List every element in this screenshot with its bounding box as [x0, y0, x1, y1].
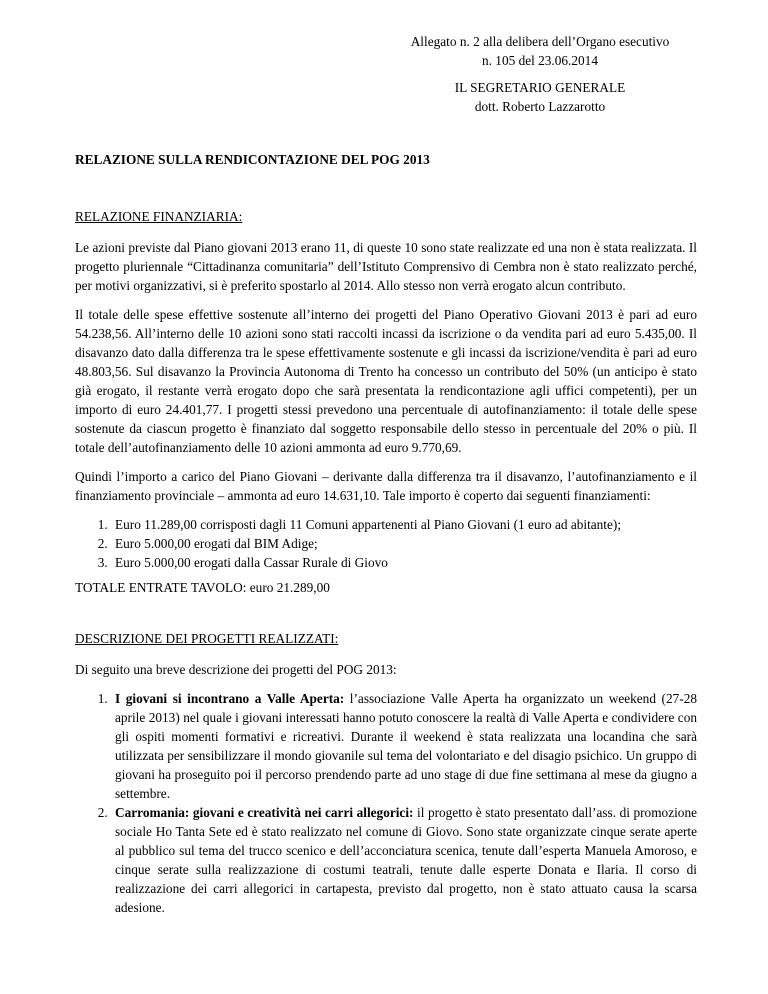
project-description: il progetto è stato presentato dall’ass. di promozione sociale Ho Tanta Sete ed è stato realizzato nel comune di Giovo. Sono state organizzate cinque serate aperte al pubblico sul tema del trucco scenico e dell’acconciatura scenica, tenute dall’esperta Manuela Amoroso, e cinque serate sulla realizzazione di costumi teatrali, tenute dalle esperte Donata e Ilaria. Il corso di realizzazione dei carri allegorici in cartapesta, previsto dal progetto, non è stato attuato causa la scarsa adesione.: [115, 805, 697, 915]
document-title: RELAZIONE SULLA RENDICONTAZIONE DEL POG 2013: [75, 152, 430, 167]
list-item: 1. Euro 11.289,00 corrisposti dagli 11 Comuni appartenenti al Piano Giovani (1 euro ad abitante);: [111, 515, 697, 534]
section-heading-progetti: DESCRIZIONE DEI PROGETTI REALIZZATI:: [75, 631, 339, 646]
project-name: I giovani si incontrano a Valle Aperta:: [115, 691, 345, 706]
secretary-title: IL SEGRETARIO GENERALE: [454, 80, 626, 95]
paragraph: Il totale delle spese effettive sostenute all’interno dei progetti del Piano Operativo Giovani 2013 è pari ad euro 54.238,56. All’interno delle 10 azioni sono stati raccolti incassi da iscrizione o da vendita pari ad euro 5.435,00. Il disavanzo dato dalla differenza tra le spese effettivamente sostenute e gli incassi da iscrizione/vendita è pari ad euro 48.803,56. Sul disavanzo la Provincia Autonoma di Trento ha concesso un contributo del 50% (un anticipo è stato già erogato, il restante verrà erogato dopo che sarà presentata la rendicontazione agli uffici competenti), per un importo di euro 24.401,77. I progetti stessi prevedono una percentuale di autofinanziamento: il totale delle spese sostenute da ciascun progetto è finanziato dal soggetto responsabile dello stesso in percentuale del 20% o più. Il totale dell’autofinanziamento delle 10 azioni ammonta ad euro 9.770,69.: [75, 307, 697, 455]
list-item: 2. Euro 5.000,00 erogati dal BIM Adige;: [111, 534, 697, 553]
paragraph: Quindi l’importo a carico del Piano Giovani – derivante dalla differenza tra il disavanzo, l’autofinanziamento e il finanziamento provinciale – ammonta ad euro 14.631,10. Tale importo è coperto dai seguenti finanziamenti:: [75, 469, 697, 503]
signature-block: [390, 78, 690, 116]
attachment-line: Allegato n. 2 alla delibera dell’Organo esecutivo: [410, 34, 670, 49]
total-line: TOTALE ENTRATE TAVOLO: euro 21.289,00: [75, 580, 330, 595]
project-name: Carromania: giovani e creatività nei carri allegorici:: [115, 805, 414, 820]
project-description: l’associazione Valle Aperta ha organizzato un weekend (27-28 aprile 2013) nel quale i giovani interessati hanno potuto conoscere la realtà di Valle Aperta e condividere con gli ospiti momenti formativi e ricreativi. Durante il weekend è stata realizzata una locandina che sarà utilizzata per sensibilizzare il mondo giovanile sul tema del volontariato e del disagio psichico. Un gruppo di giovani ha proseguito poi il percorso prendendo parte ad uno stage di due fine settimana al mese da giugno a settembre.: [115, 691, 697, 801]
document-body: [75, 150, 697, 917]
secretary-name: dott. Roberto Lazzarotto: [474, 99, 606, 114]
resolution-line: n. 105 del 23.06.2014: [482, 53, 598, 68]
paragraph: Di seguito una breve descrizione dei progetti del POG 2013:: [75, 662, 397, 677]
attachment-header: [390, 32, 690, 70]
project-list: [75, 689, 697, 917]
list-item: 3. Euro 5.000,00 erogati dalla Cassar Rurale di Giovo: [111, 553, 697, 572]
list-item: [111, 803, 697, 917]
list-item: [111, 689, 697, 803]
section-heading-finanziaria: RELAZIONE FINANZIARIA:: [75, 209, 243, 224]
paragraph: Le azioni previste dal Piano giovani 2013 erano 11, di queste 10 sono state realizzate ed una non è stata realizzata. Il progetto pluriennale “Cittadinanza comunitaria” dell’Istituto Comprensivo di Cembra non è stato realizzato perché, per motivi organizzativi, si è preferito spostarlo al 2014. Allo stesso non verrà erogato alcun contributo.: [75, 240, 697, 293]
funding-list: [75, 515, 697, 572]
